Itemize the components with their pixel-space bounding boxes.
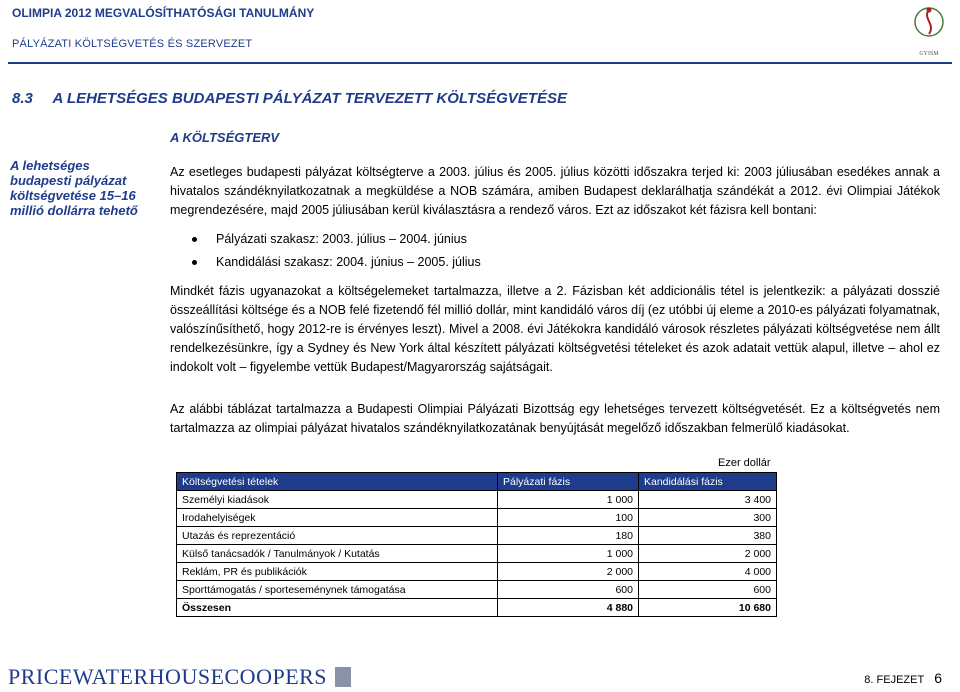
paragraph-table-intro: Az alábbi táblázat tartalmazza a Budapesti Olimpiai Pályázati Bizottság egy lehetséges tervezett költségvetését. Ez a költségvetés nem tartalmazza az olimpiai pályázat hivatalos szándéknyilatkozatának benyújtását megelőző időszakban felmerülő kiadásokat. (170, 402, 940, 435)
table-row (177, 545, 777, 563)
document-title: OLIMPIA 2012 MEGVALÓSÍTHATÓSÁGI TANULMÁNY (12, 6, 315, 20)
cell-value: 600 (498, 581, 639, 599)
bullet-icon (192, 260, 197, 265)
phase-list (170, 228, 940, 274)
bullet-icon (192, 237, 197, 242)
budget-table (176, 472, 777, 617)
cell-value: 2 000 (639, 545, 777, 563)
pwc-mark-icon (335, 667, 351, 687)
cell-value: 1 000 (498, 545, 639, 563)
cell-value: 2 000 (498, 563, 639, 581)
list-item (170, 228, 940, 251)
section-heading (12, 90, 567, 107)
list-item-text: Pályázati szakasz: 2003. július – 2004. június (216, 232, 467, 246)
document-subtitle: PÁLYÁZATI KÖLTSÉGVETÉS ÉS SZERVEZET (12, 38, 253, 50)
page-footer (864, 670, 942, 686)
subsection-heading: A KÖLTSÉGTERV (170, 130, 280, 145)
cell-item: Külső tanácsadók / Tanulmányok / Kutatás (177, 545, 498, 563)
cell-value: 4 880 (498, 599, 639, 617)
cell-value: 300 (639, 509, 777, 527)
cell-value: 10 680 (639, 599, 777, 617)
cell-item: Irodahelyiségek (177, 509, 498, 527)
table-row (177, 509, 777, 527)
cell-value: 600 (639, 581, 777, 599)
cell-value: 1 000 (498, 491, 639, 509)
table-header-row (177, 473, 777, 491)
gyism-emblem-icon (912, 2, 946, 46)
column-header: Pályázati fázis (498, 473, 639, 491)
cell-item: Összesen (177, 599, 498, 617)
page-number: 6 (934, 670, 942, 686)
cell-value: 4 000 (639, 563, 777, 581)
table-row (177, 527, 777, 545)
cell-value: 180 (498, 527, 639, 545)
header-divider (8, 62, 952, 64)
column-header: Költségvetési tételek (177, 473, 498, 491)
cell-value: 100 (498, 509, 639, 527)
table-unit: Ezer dollár (718, 457, 771, 469)
body-text (170, 163, 940, 377)
list-item (170, 251, 940, 274)
table-row (177, 563, 777, 581)
chapter-label: 8. FEJEZET (864, 674, 925, 686)
list-item-text: Kandidálási szakasz: 2004. június – 2005. július (216, 255, 481, 269)
gyism-logo (912, 2, 946, 60)
page-header (12, 4, 314, 50)
cell-value: 3 400 (639, 491, 777, 509)
table-total-row (177, 599, 777, 617)
cell-item: Utazás és reprezentáció (177, 527, 498, 545)
cell-value: 380 (639, 527, 777, 545)
table-row (177, 491, 777, 509)
cell-item: Személyi kiadások (177, 491, 498, 509)
cell-item: Sporttámogatás / sporteseménynek támogatása (177, 581, 498, 599)
section-title: A LEHETSÉGES BUDAPESTI PÁLYÁZAT TERVEZETT KÖLTSÉGVETÉSE (52, 90, 567, 107)
column-header: Kandidálási fázis (639, 473, 777, 491)
pwc-logo-text: PRICEWATERHOUSECOOPERS (8, 664, 328, 689)
logo-label: GYISM (919, 51, 939, 57)
paragraph-phases: Mindkét fázis ugyanazokat a költségelemeket tartalmazza, illetve a 2. Fázisban két addicionális tétel is jelentkezik: a pályázati dosszié összeállítási költsége és a NOB felé fizetendő fél millió dollár, mint kandidáló város díj (ez utóbbi új eleme a 2010-es pályázati folyamatnak, valószínűsíthető, hogy 2012-re is érvényes leszt). Mivel a 2008. évi Játékokra kandidáló városok részletes pályázati költségvetése nem állt rendelkezésünkre, így a Sydney és New York által készített pályázati költségvetési tételeket és azok adatait vettük alapul, illetve – ahol ez indokolt volt – figyelembe vettük Budapest/Magyarország sajátságait. (170, 284, 940, 374)
margin-note: A lehetséges budapesti pályázat költségvetése 15–16 millió dollárra tehető (10, 158, 138, 218)
pwc-logo (8, 664, 351, 690)
cell-item: Reklám, PR és publikációk (177, 563, 498, 581)
section-number: 8.3 (12, 90, 33, 107)
table-row (177, 581, 777, 599)
paragraph-intro: Az esetleges budapesti pályázat költségterve a 2003. július és 2005. július közötti időszakra terjed ki: 2003 júliusában esedékes annak a hivatalos szándéknyilatkozatnak a megküldése a NOB számára, amiben Budapest deklarálhatja szándékát a 2012. évi Olimpiai Játékok megrendezésére, majd 2005 júliusában kerül kiválasztásra a rendező város. Ezt az időszakot két fázisra kell bontani: (170, 165, 940, 217)
